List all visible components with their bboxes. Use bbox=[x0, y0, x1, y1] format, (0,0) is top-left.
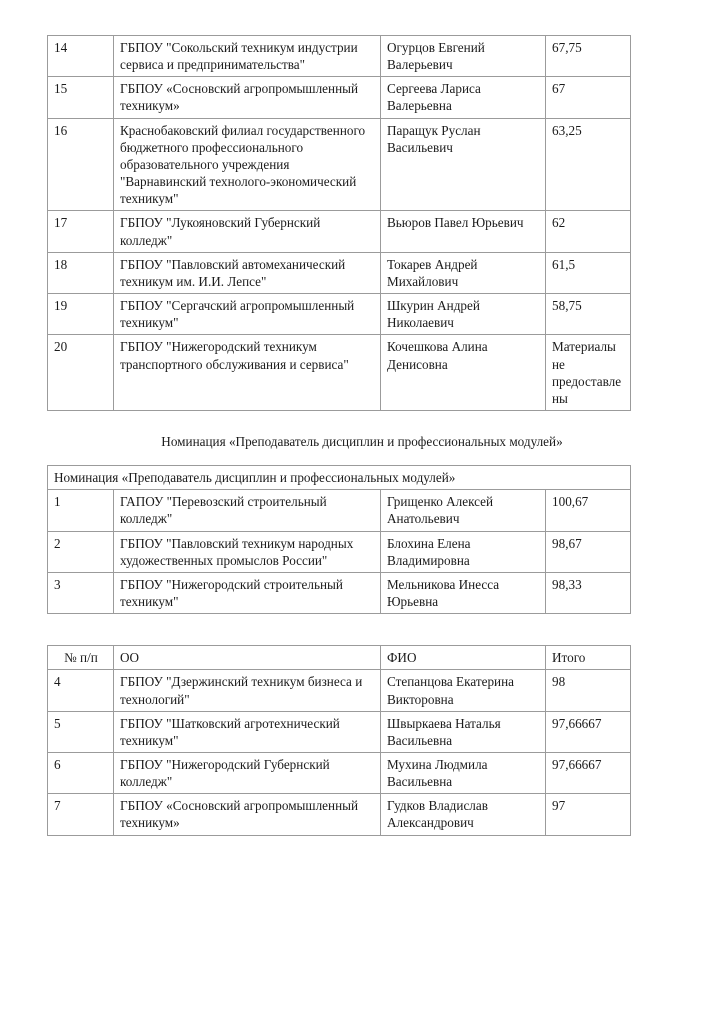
row-organization: ГБПОУ «Сосновский агропромышленный техникум» bbox=[114, 77, 381, 118]
table-row bbox=[48, 670, 631, 711]
row-number: 18 bbox=[48, 252, 114, 293]
table-row bbox=[48, 252, 631, 293]
vertical-spacer bbox=[47, 450, 677, 465]
row-number: 3 bbox=[48, 572, 114, 613]
row-fullname: Огурцов Евгений Валерьевич bbox=[381, 36, 546, 77]
row-number: 15 bbox=[48, 77, 114, 118]
table-row bbox=[48, 118, 631, 211]
row-score: 61,5 bbox=[546, 252, 631, 293]
row-number: 4 bbox=[48, 670, 114, 711]
row-fullname: Степанцова Екатерина Викторовна bbox=[381, 670, 546, 711]
row-score: 100,67 bbox=[546, 490, 631, 531]
row-score-note: Материалы не предоставлены bbox=[546, 335, 631, 411]
row-organization: ГАПОУ "Перевозский строительный колледж" bbox=[114, 490, 381, 531]
row-number: 14 bbox=[48, 36, 114, 77]
row-fullname: Кочешкова Алина Денисовна bbox=[381, 335, 546, 411]
row-score: 67,75 bbox=[546, 36, 631, 77]
table-row bbox=[48, 211, 631, 252]
row-score: 97,66667 bbox=[546, 753, 631, 794]
vertical-spacer bbox=[47, 411, 677, 433]
table-row bbox=[48, 335, 631, 411]
row-organization: Краснобаковский филиал государственного бюджетного профессионального образовательного учреждения "Варнавинский технолого-экономический техникум" bbox=[114, 118, 381, 211]
table-row bbox=[48, 490, 631, 531]
row-fullname: Гудков Владислав Александрович bbox=[381, 794, 546, 835]
nomination-teacher-table-continued bbox=[47, 645, 631, 835]
row-number: 5 bbox=[48, 711, 114, 752]
column-header-fullname: ФИО bbox=[381, 646, 546, 670]
row-organization: ГБПОУ "Дзержинский техникум бизнеса и технологий" bbox=[114, 670, 381, 711]
row-number: 19 bbox=[48, 294, 114, 335]
row-number: 20 bbox=[48, 335, 114, 411]
row-fullname: Грищенко Алексей Анатольевич bbox=[381, 490, 546, 531]
row-number: 7 bbox=[48, 794, 114, 835]
row-organization: ГБПОУ "Сокольский техникум индустрии сервиса и предпринимательства" bbox=[114, 36, 381, 77]
row-fullname: Сергеева Лариса Валерьевна bbox=[381, 77, 546, 118]
row-fullname: Мельникова Инесса Юрьевна bbox=[381, 572, 546, 613]
table-row bbox=[48, 753, 631, 794]
table-row bbox=[48, 794, 631, 835]
column-header-total: Итого bbox=[546, 646, 631, 670]
row-organization: ГБПОУ "Шатковский агротехнический техникум" bbox=[114, 711, 381, 752]
column-header-number: № п/п bbox=[48, 646, 114, 670]
row-fullname: Швыркаева Наталья Васильевна bbox=[381, 711, 546, 752]
row-number: 16 bbox=[48, 118, 114, 211]
row-number: 17 bbox=[48, 211, 114, 252]
row-organization: ГБПОУ "Сергачский агропромышленный техникум" bbox=[114, 294, 381, 335]
table-header-row bbox=[48, 646, 631, 670]
row-fullname: Блохина Елена Владимировна bbox=[381, 531, 546, 572]
row-fullname: Шкурин Андрей Николаевич bbox=[381, 294, 546, 335]
vertical-spacer bbox=[47, 614, 677, 645]
row-fullname: Мухина Людмила Васильевна bbox=[381, 753, 546, 794]
row-fullname: Паращук Руслан Васильевич bbox=[381, 118, 546, 211]
row-organization: ГБПОУ «Сосновский агропромышленный техникум» bbox=[114, 794, 381, 835]
row-score: 98,67 bbox=[546, 531, 631, 572]
row-organization: ГБПОУ "Лукояновский Губернский колледж" bbox=[114, 211, 381, 252]
row-score: 98 bbox=[546, 670, 631, 711]
table-row bbox=[48, 572, 631, 613]
row-score: 58,75 bbox=[546, 294, 631, 335]
nomination-teacher-table bbox=[47, 465, 631, 614]
table-banner-title: Номинация «Преподаватель дисциплин и профессиональных модулей» bbox=[48, 466, 631, 490]
row-number: 2 bbox=[48, 531, 114, 572]
row-score: 97 bbox=[546, 794, 631, 835]
table-row bbox=[48, 36, 631, 77]
table-row bbox=[48, 531, 631, 572]
row-number: 1 bbox=[48, 490, 114, 531]
column-header-organization: ОО bbox=[114, 646, 381, 670]
row-organization: ГБПОУ "Павловский автомеханический техникум им. И.И. Лепсе" bbox=[114, 252, 381, 293]
row-fullname: Токарев Андрей Михайлович bbox=[381, 252, 546, 293]
row-organization: ГБПОУ "Павловский техникум народных художественных промыслов России" bbox=[114, 531, 381, 572]
table-header-row bbox=[48, 466, 631, 490]
nomination-heading: Номинация «Преподаватель дисциплин и профессиональных модулей» bbox=[161, 433, 563, 449]
row-score: 67 bbox=[546, 77, 631, 118]
row-organization: ГБПОУ "Нижегородский строительный техникум" bbox=[114, 572, 381, 613]
row-score: 62 bbox=[546, 211, 631, 252]
row-score: 98,33 bbox=[546, 572, 631, 613]
table-row bbox=[48, 711, 631, 752]
row-number: 6 bbox=[48, 753, 114, 794]
results-table-continued bbox=[47, 35, 631, 411]
table-row bbox=[48, 294, 631, 335]
row-organization: ГБПОУ "Нижегородский техникум транспортного обслуживания и сервиса" bbox=[114, 335, 381, 411]
row-score: 97,66667 bbox=[546, 711, 631, 752]
row-organization: ГБПОУ "Нижегородский Губернский колледж" bbox=[114, 753, 381, 794]
row-fullname: Вьюров Павел Юрьевич bbox=[381, 211, 546, 252]
table-row bbox=[48, 77, 631, 118]
row-score: 63,25 bbox=[546, 118, 631, 211]
